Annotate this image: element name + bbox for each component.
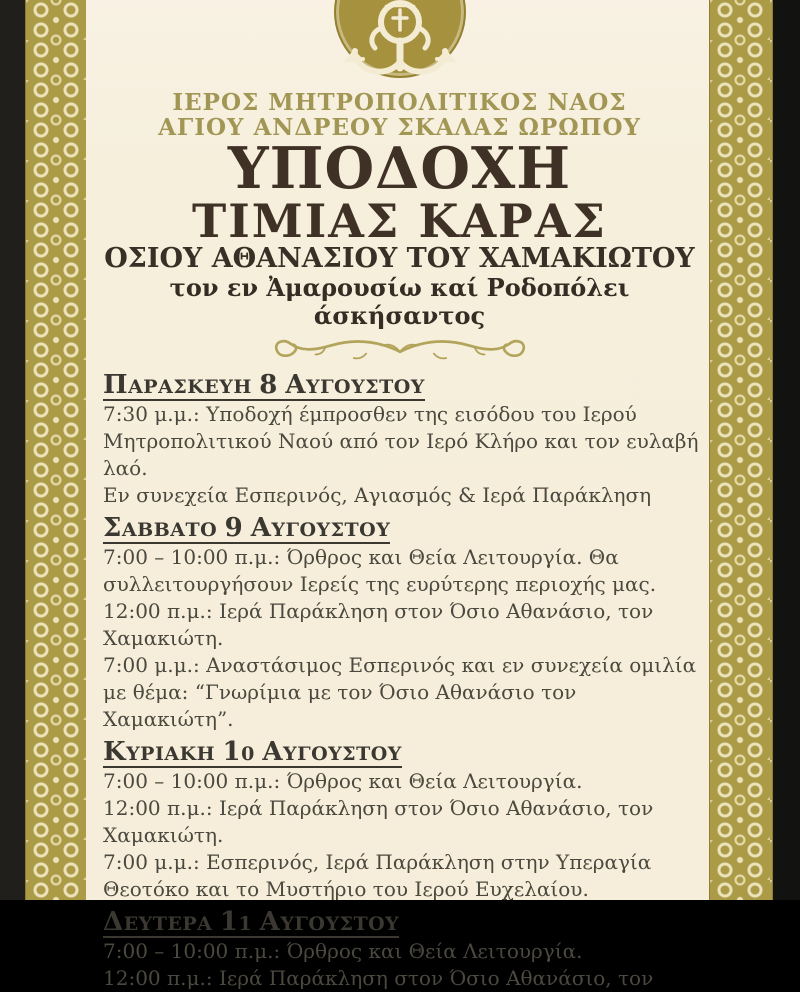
day-heading — [103, 739, 703, 768]
schedule-day-friday — [103, 372, 703, 509]
day-heading-text: ΚΥΡΙΑΚΗ 10 ΑΥΓΟΥΣΤΟΥ — [103, 737, 402, 767]
right-ornamental-border — [709, 0, 773, 900]
church-emblem — [334, 0, 466, 78]
schedule-entry: 12:00 π.μ.: Ιερά Παράκληση στον Όσιο Αθανάσιο, τον Χαμακιώτη. — [103, 599, 654, 650]
poster-body — [86, 0, 713, 990]
poster-title-line2: ΤΙΜΙΑΣ ΚΑΡΑΣ — [192, 194, 607, 248]
right-black-edge — [773, 0, 800, 900]
schedule-entry: 12:00 π.μ.: Ιερά Παράκληση στον Όσιο Αθανάσιο, τον Χαμακιώτη. — [103, 796, 654, 847]
left-black-edge — [0, 0, 25, 900]
poster-subtitle: ΟΣΙΟΥ ΑΘΑΝΑΣΙΟΥ ΤΟΥ ΧΑΜΑΚΙΩΤΟΥ — [104, 243, 695, 274]
org-name-line2: ΑΓΙΟΥ ΑΝΔΡΕΟΥ ΣΚΑΛΑΣ ΩΡΩΠΟΥ — [158, 114, 641, 141]
schedule-entry: Εν συνεχεία Εσπερινός, Αγιασμός & Ιερά Παράκληση — [103, 483, 652, 507]
day-heading-text: ΣΑΒΒΑΤΟ 9 ΑΥΓΟΥΣΤΟΥ — [103, 513, 391, 543]
schedule-day-sunday — [103, 739, 703, 903]
day-heading — [103, 372, 703, 401]
left-ornamental-border — [25, 0, 87, 900]
day-heading — [103, 909, 703, 938]
schedule-entry: 12:00 π.μ.: Ιερά Παράκληση στον Όσιο Αθανάσιο, τον — [103, 966, 654, 990]
day-heading — [103, 515, 703, 544]
day-heading-text: ΠΑΡΑΣΚΕΥΗ 8 ΑΥΓΟΥΣΤΟΥ — [103, 370, 425, 400]
schedule-entry: 7:00 – 10:00 π.μ.: Όρθρος και Θεία Λειτουργία. Θα συλλειτουργήσουν Ιερείς της ευρύτερης περιοχής μας. — [103, 545, 657, 596]
schedule-entry: 7:00 μ.μ.: Εσπερινός, Ιερά Παράκληση στην Υπεραγία Θεοτόκο και το Μυστήριο του Ιερού Ευχελαίου. — [103, 850, 652, 901]
schedule-list — [86, 366, 713, 992]
schedule-entry: 7:00 – 10:00 π.μ.: Όρθρος και Θεία Λειτουργία. — [103, 769, 583, 793]
poster-title-line1: ΥΠΟΔΟΧΗ — [227, 135, 572, 202]
schedule-entry: 7:00 – 10:00 π.μ.: Όρθρος και Θεία Λειτουργία. — [103, 939, 583, 963]
schedule-entry: 7:00 μ.μ.: Αναστάσιμος Εσπερινός και εν συνεχεία ομιλία με θέμα: “Γνωρίμια με τον Όσιο Αθανάσιο τον Χαμακιώτη”. — [103, 653, 697, 731]
day-heading-text: ΔΕΥΤΕΡΑ 11 ΑΥΓΟΥΣΤΟΥ — [103, 907, 400, 937]
anchor-monogram-icon — [336, 0, 464, 76]
org-name-line1: ΙΕΡΟΣ ΜΗΤΡΟΠΟΛΙΤΙΚΟΣ ΝΑΟΣ — [172, 89, 627, 116]
poster-subtitle-secondary: τον εν Ἀμαρουσίω καί Ροδοπόλει άσκήσαντος — [169, 273, 630, 330]
schedule-entry: 7:30 μ.μ.: Υποδοχή έμπροσθεν της εισόδου του Ιερού Μητροπολιτικού Ναού από τον Ιερό Κλήρο και τον ευλαβή λαό. — [103, 402, 699, 480]
schedule-day-monday — [103, 909, 703, 992]
flourish-divider-icon — [265, 334, 535, 366]
schedule-day-saturday — [103, 515, 703, 733]
